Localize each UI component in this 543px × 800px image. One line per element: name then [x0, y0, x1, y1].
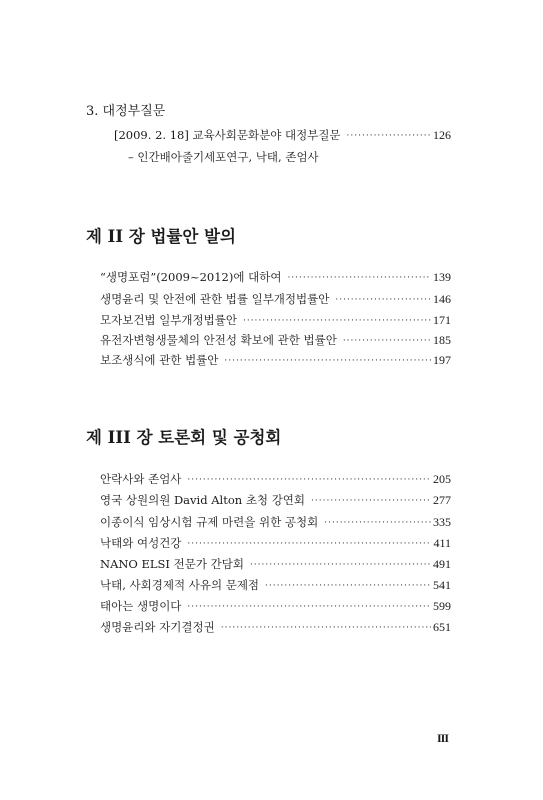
toc-entry-subtitle: – 인간배아줄기세포연구, 낙태, 존엄사 — [128, 150, 319, 164]
toc-entry — [100, 536, 451, 552]
dot-leader — [347, 129, 431, 143]
toc-entry-page: 185 — [433, 333, 451, 347]
dot-leader — [250, 558, 431, 572]
chapter-title: 제 II 장 법률안 발의 — [86, 227, 236, 246]
page-number: III — [437, 731, 449, 745]
toc-entry-page: 491 — [433, 557, 451, 571]
toc-entry-title: 낙태와 여성건강 — [100, 536, 182, 550]
toc-entry-title: 낙태, 사회경제적 사유의 문제점 — [100, 578, 260, 592]
toc-entry — [100, 599, 451, 615]
chapter-title: 제 III 장 토론회 및 공청회 — [86, 428, 282, 447]
toc-entry — [100, 353, 451, 369]
dot-leader — [221, 621, 431, 635]
toc-entry — [100, 472, 451, 488]
toc-entry-page: 411 — [433, 536, 451, 550]
toc-entry-title: 모자보건법 일부개정법률안 — [100, 313, 237, 327]
toc-entry — [100, 515, 451, 531]
toc-entry-title: 태아는 생명이다 — [100, 599, 182, 613]
dot-leader — [224, 354, 431, 368]
toc-entry — [100, 493, 451, 509]
toc-entry — [100, 578, 451, 594]
dot-leader — [187, 600, 431, 614]
toc-entry-title: 보조생식에 관한 법률안 — [100, 353, 219, 367]
toc-entry-title: 안락사와 존엄사 — [100, 472, 182, 486]
toc-entry-page: 599 — [433, 599, 451, 613]
dot-leader — [265, 579, 431, 593]
dot-leader — [343, 334, 431, 348]
toc-entry-page: 205 — [433, 472, 451, 486]
toc-entry — [100, 270, 451, 286]
toc-entry-page: 197 — [433, 353, 451, 367]
toc-entry — [100, 292, 451, 308]
toc-entry-title: [2009. 2. 18] 교육사회문화분야 대정부질문 — [114, 128, 341, 142]
toc-entry — [100, 620, 451, 636]
toc-entry — [114, 128, 451, 144]
toc-entry-title: 영국 상원의원 David Alton 초청 강연회 — [100, 493, 306, 507]
toc-entry-page: 335 — [433, 515, 451, 529]
section-heading: 3. 대정부질문 — [86, 104, 166, 119]
dot-leader — [311, 494, 431, 508]
toc-entry-page: 126 — [433, 128, 451, 142]
toc-entry — [100, 557, 451, 573]
toc-entry-page: 146 — [433, 292, 451, 306]
toc-entry-page: 277 — [433, 493, 451, 507]
toc-entry-page: 139 — [433, 270, 451, 284]
toc-entry — [100, 313, 451, 329]
dot-leader — [187, 473, 431, 487]
dot-leader — [287, 271, 431, 285]
dot-leader — [187, 537, 431, 551]
toc-entry-title: 이종이식 임상시험 규제 마련을 위한 공청회 — [100, 515, 319, 529]
toc-entry-title: “생명포럼”(2009~2012)에 대하여 — [100, 270, 282, 284]
toc-entry — [100, 333, 451, 349]
dot-leader — [243, 314, 431, 328]
toc-entry-page: 171 — [433, 313, 451, 327]
toc-entry-page: 651 — [433, 620, 451, 634]
dot-leader — [324, 516, 431, 530]
toc-entry-page: 541 — [433, 578, 451, 592]
dot-leader — [335, 293, 431, 307]
toc-entry-title: 유전자변형생물체의 안전성 확보에 관한 법률안 — [100, 333, 337, 347]
toc-entry-title: NANO ELSI 전문가 간담회 — [100, 557, 244, 571]
toc-entry-title: 생명윤리 및 안전에 관한 법률 일부개정법률안 — [100, 292, 330, 306]
toc-entry-title: 생명윤리와 자기결정권 — [100, 620, 215, 634]
